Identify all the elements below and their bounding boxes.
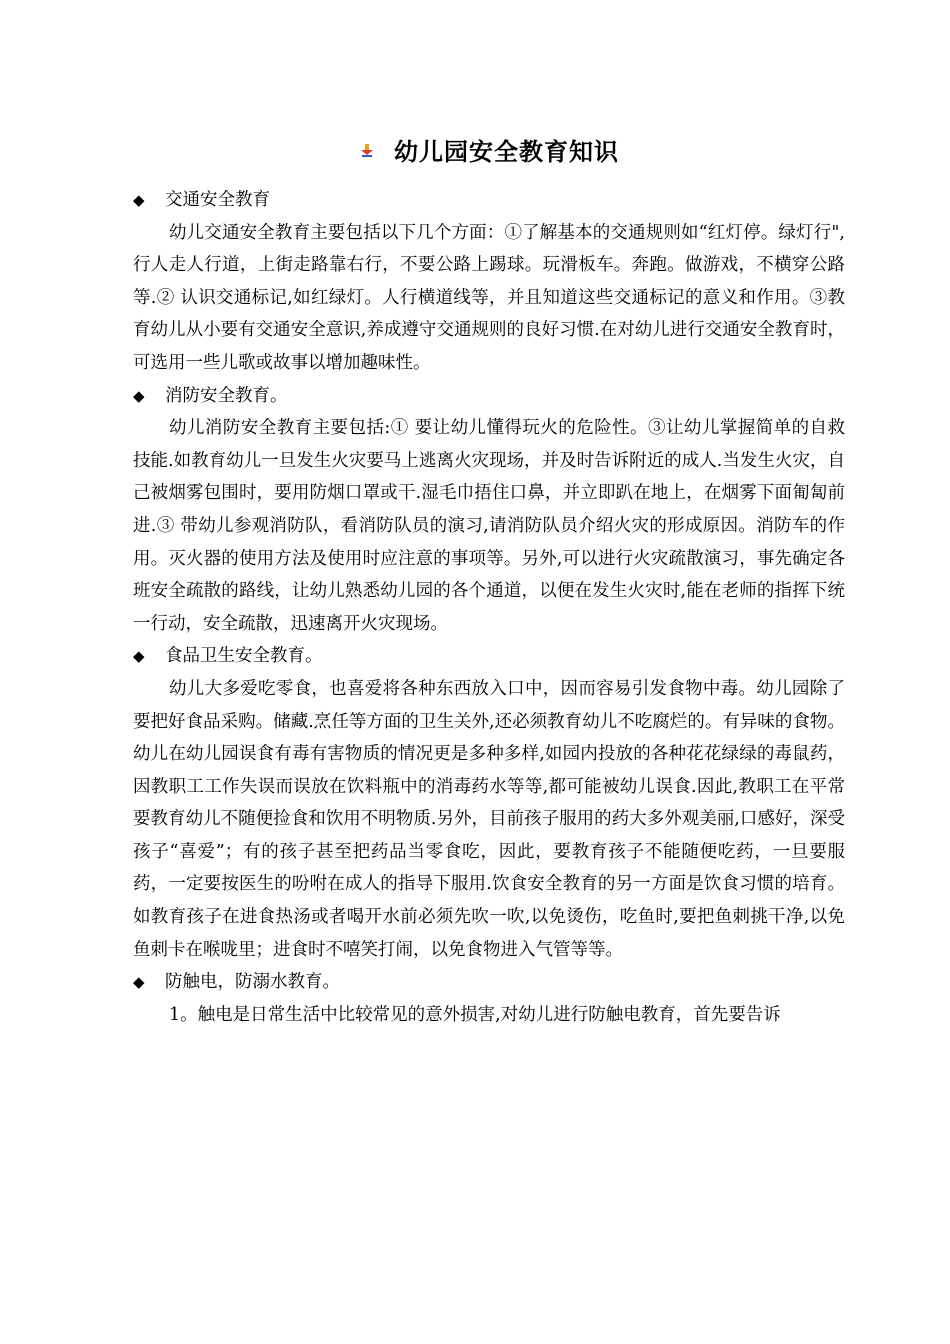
document-body	[133, 184, 845, 1031]
diamond-bullet-icon: ◆	[133, 647, 145, 666]
section-paragraph-traffic: 幼儿交通安全教育主要包括以下几个方面：①了解基本的交通规则如“红灯停。绿灯行",行人走人行道，上街走路靠右行，不要公路上踢球。玩滑板车。奔跑。做游戏，不横穿公路等.② 认识交通标记,如红绿灯。人行横道线等，并且知道这些交通标记的意义和作用。③教育幼儿从小要有交通安全意识,养成遵守交通规则的良好习惯.在对幼儿进行交通安全教育时，可选用一些儿歌或故事以增加趣味性。	[133, 222, 845, 373]
title-row	[133, 132, 845, 168]
section-heading-text: 消防安全教育。	[165, 385, 288, 406]
section-heading-traffic	[133, 184, 845, 217]
page-title: 幼儿园安全教育知识	[394, 137, 620, 166]
section-paragraph-electric-water: 1。触电是日常生活中比较常见的意外损害,对幼儿进行防触电教育，首先要告诉	[169, 1004, 781, 1025]
section-heading-food	[133, 640, 845, 673]
section-paragraph-fire: 幼儿消防安全教育主要包括:① 要让幼儿懂得玩火的危险性。③让幼儿掌握简单的自救技能.如教育幼儿一旦发生火灾要马上逃离火灾现场，并及时告诉附近的成人.当发生火灾，自己被烟雾包围时，要用防烟口罩或干.湿毛巾捂住口鼻，并立即趴在地上，在烟雾下面匍匐前进.③ 带幼儿参观消防队，看消防队员的演习,请消防队员介绍火灾的形成原因。消防车的作用。灭火器的使用方法及使用时应注意的事项等。另外,可以进行火灾疏散演习，事先确定各班安全疏散的路线，让幼儿熟悉幼儿园的各个通道，以便在发生火灾时,能在老师的指挥下统一行动，安全疏散，迅速离开火灾现场。	[133, 418, 845, 634]
section-heading-text: 食品卫生安全教育。	[165, 646, 323, 667]
section-heading-text: 交通安全教育	[165, 190, 270, 210]
diamond-bullet-icon: ◆	[133, 386, 145, 405]
section-paragraph-food: 幼儿大多爱吃零食，也喜爱将各种东西放入口中，因而容易引发食物中毒。幼儿园除了要把好食品采购。储藏.烹任等方面的卫生关外,还必须教育幼儿不吃腐烂的。有异味的食物。幼儿在幼儿园误食有毒有害物质的情况更是多种多样,如园内投放的各种花花绿绿的毒鼠药，因教职工工作失误而误放在饮料瓶中的消毒药水等等,都可能被幼儿误食.因此,教职工在平常要教育幼儿不随便捡食和饮用不明物质.另外，目前孩子服用的药大多外观美丽,口感好，深受孩子“喜爱”；有的孩子甚至把药品当零食吃，因此，要教育孩子不能随便吃药，一旦要服药，一定要按医生的吩咐在成人的指导下服用.饮食安全教育的另一方面是饮食习惯的培育。如教育孩子在进食热汤或者喝开水前必须先吹一吹,以免烫伤，吃鱼时,要把鱼刺挑干净,以免鱼刺卡在喉咙里；进食时不嘻笑打闹，以免食物进入气管等等。	[133, 678, 845, 960]
section-heading-fire	[133, 380, 845, 413]
colored-bullet-icon	[359, 142, 375, 158]
section-heading-electric-water	[133, 966, 845, 999]
diamond-bullet-icon: ◆	[133, 191, 145, 209]
diamond-bullet-icon: ◆	[133, 973, 145, 992]
section-heading-text: 防触电，防溺水教育。	[165, 972, 340, 993]
